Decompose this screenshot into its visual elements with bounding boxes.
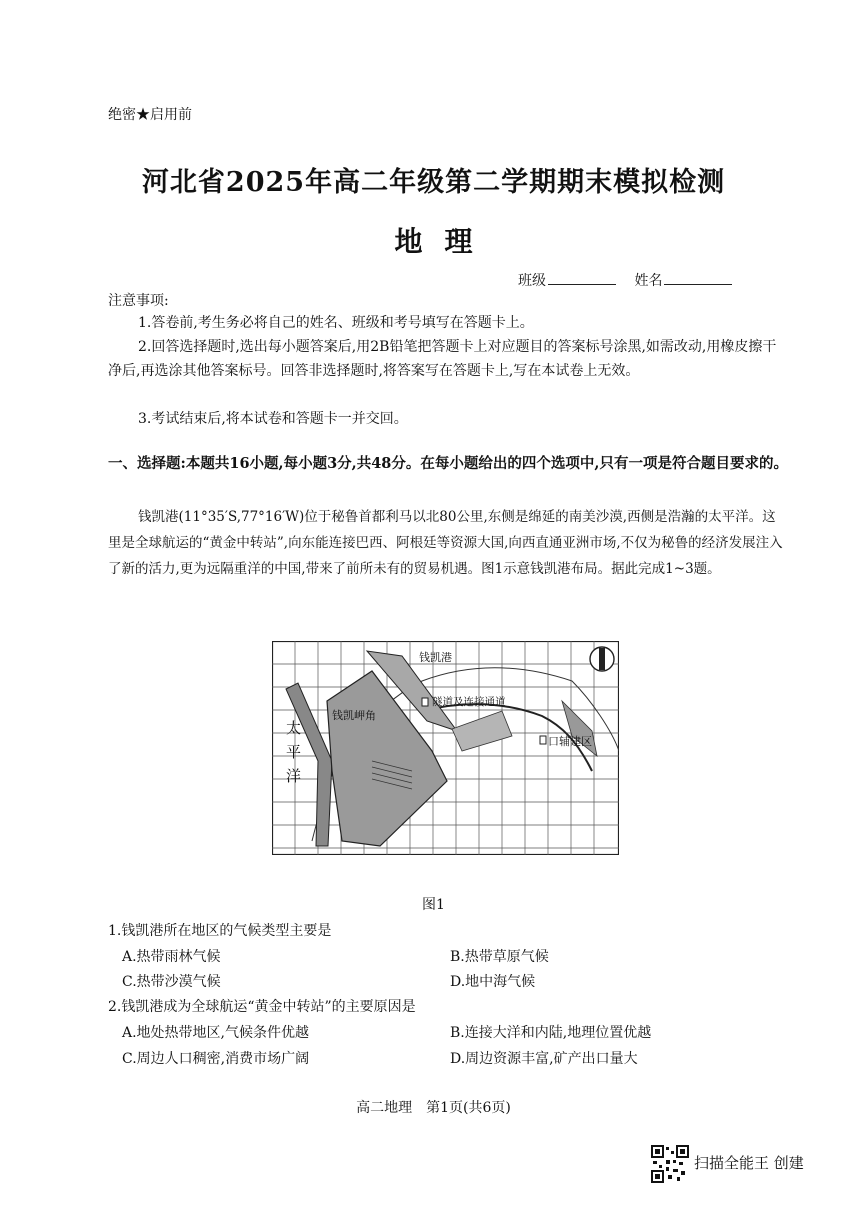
port-layout-map — [272, 641, 619, 855]
subject-title: 地理 — [394, 225, 495, 258]
label-town: 钱凯港 — [419, 651, 452, 664]
figure-caption: 图1 — [422, 897, 445, 913]
question-1-option-b: B.热带草原气候 — [450, 949, 549, 965]
confidential-label: 绝密★启用前 — [108, 107, 192, 123]
question-2-stem: 2.钱凯港成为全球航运“黄金中转站”的主要原因是 — [108, 999, 416, 1015]
class-label: 班级 — [518, 273, 546, 289]
exam-title: 河北省2025年高二年级第二学期期末模拟检测 — [141, 167, 726, 198]
question-2-option-c: C.周边人口稠密,消费市场广阔 — [122, 1051, 310, 1067]
question-1-option-a: A.热带雨林气候 — [122, 949, 221, 965]
class-blank — [548, 272, 616, 285]
scanner-watermark: 扫描全能王 创建 — [694, 1154, 804, 1172]
question-2-option-b: B.连接大洋和内陆,地理位置优越 — [450, 1025, 652, 1041]
section-heading: 一、选择题:本题共16小题,每小题3分,共48分。在每小题给出的四个选项中,只有一项是符合题目要求的。 — [108, 455, 788, 472]
notes-heading: 注意事项: — [108, 293, 169, 309]
student-info-line — [518, 270, 732, 290]
page-footer: 高二地理 第1页(共6页) — [356, 1100, 511, 1116]
qr-code-icon — [651, 1145, 689, 1183]
question-1-stem: 1.钱凯港所在地区的气候类型主要是 — [108, 923, 332, 939]
label-ocean-3: 洋 — [286, 767, 302, 785]
label-cape: 钱凯岬角 — [332, 709, 376, 722]
reading-passage: 钱凯港(11°35′S,77°16′W)位于秘鲁首都利马以北80公里,东侧是绵延的南美沙漠,西侧是浩瀚的太平洋。这里是全球航运的“黄金中转站”,向东能连接巴西、阿根廷等资源大国,向西直通亚洲市场,不仅为秘鲁的经济发展注入了新的活力,更为远隔重洋的中国,带来了前所未有的贸易机遇。图1示意钱凯港布局。据此完成1~3题。 — [108, 509, 783, 577]
label-port-area: 口辅建区 — [548, 735, 592, 748]
label-ocean-2: 平 — [286, 743, 302, 761]
note-item-3: 3.考试结束后,将本试卷和答题卡一并交回。 — [138, 411, 408, 427]
label-ocean-1: 太 — [286, 719, 302, 737]
note-item-2: 2.回答选择题时,选出每小题答案后,用2B铅笔把答题卡上对应题目的答案标号涂黑,如需改动,用橡皮擦干净后,再选涂其他答案标号。回答非选择题时,将答案写在答题卡上,写在本试卷上无效。 — [108, 339, 777, 379]
question-2-option-a: A.地处热带地区,气候条件优越 — [122, 1025, 310, 1041]
question-2-option-d: D.周边资源丰富,矿产出口量大 — [450, 1051, 638, 1067]
note-item-1: 1.答卷前,考生务必将自己的姓名、班级和考号填写在答题卡上。 — [138, 315, 534, 331]
question-1-option-d: D.地中海气候 — [450, 974, 536, 990]
name-blank — [664, 272, 732, 285]
question-1-option-c: C.热带沙漠气候 — [122, 974, 221, 990]
name-label: 姓名 — [634, 273, 663, 289]
north-arrow-icon — [590, 647, 614, 671]
label-tunnel: 隧道及连接通道 — [432, 696, 506, 708]
